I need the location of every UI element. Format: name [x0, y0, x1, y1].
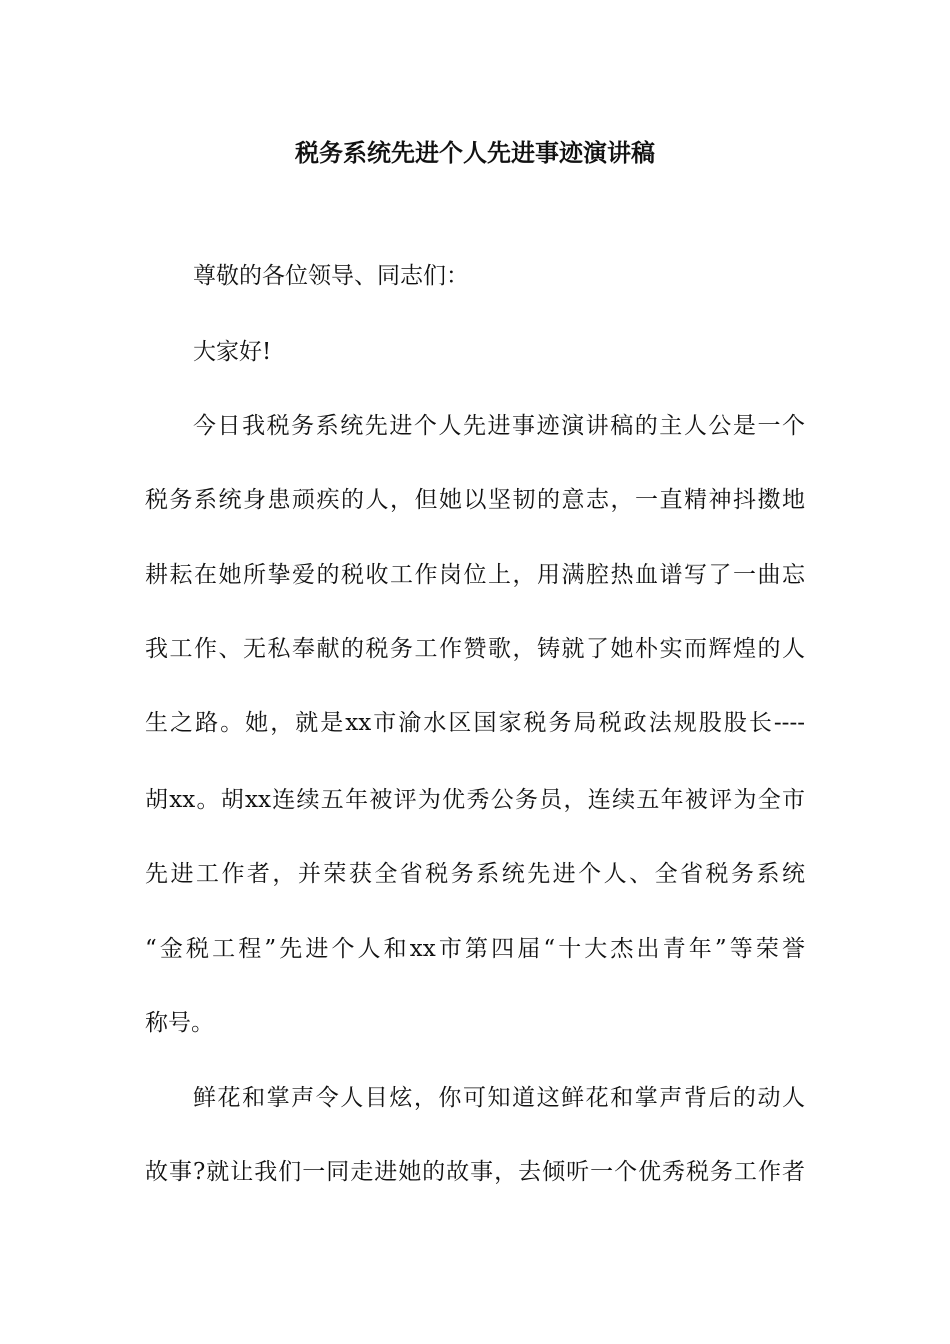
paragraph-line: 称号。 [145, 1010, 214, 1036]
paragraph-line: 耕耘在她所挚爱的税收工作岗位上，用满腔热血谱写了一曲忘 [145, 562, 805, 588]
greeting-line: 大家好! [193, 339, 272, 365]
paragraph-line: 生之路。她，就是xx市渝水区国家税务局税政法规股股长---- [145, 710, 805, 736]
paragraph-line: “金税工程”先进个人和xx市第四届“十大杰出青年”等荣誉 [145, 936, 805, 962]
paragraph-line: 胡xx。胡xx连续五年被评为优秀公务员，连续五年被评为全市 [145, 787, 805, 813]
paragraph-line: 税务系统身患顽疾的人，但她以坚韧的意志，一直精神抖擞地 [145, 487, 805, 513]
paragraph-line: 故事?就让我们一同走进她的故事，去倾听一个优秀税务工作者 [145, 1159, 805, 1185]
paragraph-line: 先进工作者，并荣获全省税务系统先进个人、全省税务系统 [145, 861, 805, 887]
paragraph-line: 我工作、无私奉献的税务工作赞歌，铸就了她朴实而辉煌的人 [145, 636, 805, 662]
paragraph-line: 今日我税务系统先进个人先进事迹演讲稿的主人公是一个 [193, 413, 805, 439]
document-title: 税务系统先进个人先进事迹演讲稿 [295, 138, 655, 167]
salutation-line: 尊敬的各位领导、同志们： [193, 263, 469, 289]
paragraph-line: 鲜花和掌声令人目炫，你可知道这鲜花和掌声背后的动人 [193, 1085, 805, 1111]
